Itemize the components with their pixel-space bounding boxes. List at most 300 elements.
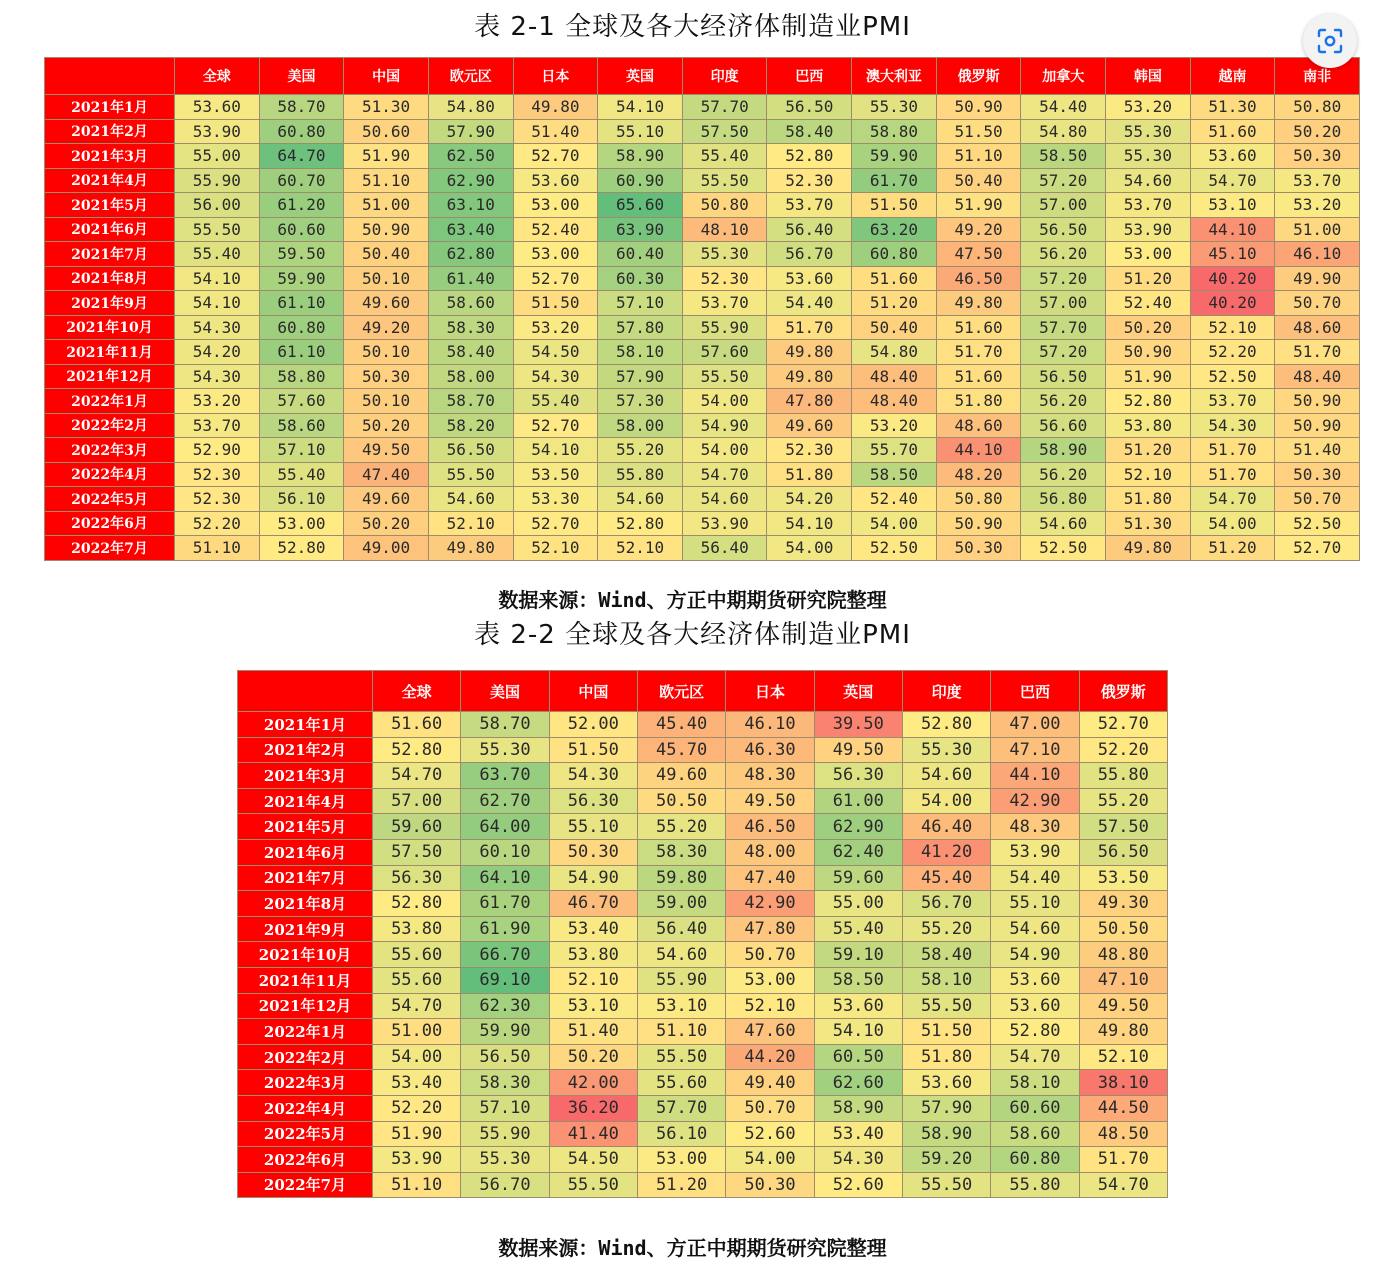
row-label: 2021年11月 [45, 340, 175, 365]
pmi-value-cell: 53.60 [991, 967, 1079, 993]
row-label: 2021年4月 [238, 788, 373, 814]
pmi-value-cell: 49.60 [767, 413, 852, 438]
pmi-value-cell: 57.90 [428, 119, 513, 144]
table-row [45, 438, 1360, 463]
pmi-value-cell: 57.00 [373, 788, 461, 814]
pmi-value-cell: 55.90 [461, 1121, 549, 1147]
pmi-value-cell: 58.40 [767, 119, 852, 144]
pmi-value-cell: 51.10 [344, 168, 429, 193]
pmi-value-cell: 55.20 [598, 438, 683, 463]
pmi-value-cell: 52.70 [513, 144, 598, 169]
pmi-value-cell: 50.30 [936, 536, 1021, 561]
pmi-value-cell: 55.80 [598, 462, 683, 487]
pmi-value-cell: 54.10 [513, 438, 598, 463]
pmi-value-cell: 63.90 [598, 217, 683, 242]
row-label: 2021年12月 [45, 364, 175, 389]
pmi-value-cell: 45.40 [637, 712, 725, 738]
pmi-value-cell: 52.10 [598, 536, 683, 561]
pmi-value-cell: 58.40 [428, 340, 513, 365]
pmi-value-cell: 56.80 [1021, 487, 1106, 512]
pmi-value-cell: 53.60 [1190, 144, 1275, 169]
row-label: 2021年9月 [238, 916, 373, 942]
pmi-value-cell: 50.30 [344, 364, 429, 389]
pmi-value-cell: 52.70 [513, 511, 598, 536]
pmi-value-cell: 51.10 [175, 536, 260, 561]
pmi-value-cell: 60.30 [598, 266, 683, 291]
pmi-value-cell: 55.60 [373, 967, 461, 993]
pmi-value-cell: 54.20 [175, 340, 260, 365]
pmi-value-cell: 55.30 [461, 737, 549, 763]
pmi-value-cell: 54.70 [1079, 1172, 1167, 1198]
pmi-value-cell: 53.60 [175, 95, 260, 120]
pmi-value-cell: 51.60 [852, 266, 937, 291]
pmi-value-cell: 58.80 [852, 119, 937, 144]
row-label: 2021年1月 [238, 712, 373, 738]
pmi-value-cell: 53.00 [259, 511, 344, 536]
pmi-value-cell: 56.40 [682, 536, 767, 561]
pmi-value-cell: 53.20 [1275, 193, 1360, 218]
pmi-value-cell: 55.50 [428, 462, 513, 487]
pmi-value-cell: 51.20 [1106, 266, 1191, 291]
pmi-value-cell: 51.20 [852, 291, 937, 316]
pmi-value-cell: 54.60 [991, 916, 1079, 942]
pmi-value-cell: 53.90 [373, 1147, 461, 1173]
table-row [238, 763, 1168, 789]
pmi-value-cell: 55.40 [175, 242, 260, 267]
table-row [45, 291, 1360, 316]
pmi-value-cell: 53.60 [991, 993, 1079, 1019]
pmi-value-cell: 49.80 [767, 364, 852, 389]
pmi-value-cell: 49.50 [344, 438, 429, 463]
pmi-value-cell: 45.40 [902, 865, 990, 891]
pmi-value-cell: 51.50 [902, 1019, 990, 1045]
pmi-value-cell: 50.50 [637, 788, 725, 814]
pmi-value-cell: 52.30 [767, 168, 852, 193]
pmi-value-cell: 51.40 [1275, 438, 1360, 463]
pmi-value-cell: 54.00 [767, 536, 852, 561]
pmi-value-cell: 47.40 [726, 865, 814, 891]
pmi-value-cell: 58.70 [461, 712, 549, 738]
pmi-value-cell: 51.50 [513, 291, 598, 316]
row-label: 2021年2月 [238, 737, 373, 763]
table2-source-note: 数据来源：Wind、方正中期期货研究院整理 [498, 1236, 887, 1260]
pmi-value-cell: 57.90 [598, 364, 683, 389]
pmi-value-cell: 52.80 [902, 712, 990, 738]
pmi-value-cell: 63.70 [461, 763, 549, 789]
pmi-value-cell: 51.70 [936, 340, 1021, 365]
column-header: 美国 [259, 58, 344, 95]
pmi-value-cell: 56.20 [1021, 462, 1106, 487]
pmi-value-cell: 48.20 [936, 462, 1021, 487]
pmi-value-cell: 58.10 [598, 340, 683, 365]
pmi-value-cell: 51.60 [936, 364, 1021, 389]
pmi-value-cell: 48.40 [852, 389, 937, 414]
row-label: 2022年5月 [45, 487, 175, 512]
pmi-value-cell: 57.30 [598, 389, 683, 414]
row-label: 2022年3月 [45, 438, 175, 463]
pmi-value-cell: 56.20 [1021, 242, 1106, 267]
pmi-value-cell: 50.30 [1275, 462, 1360, 487]
pmi-value-cell: 55.60 [637, 1070, 725, 1096]
column-header: 俄罗斯 [936, 58, 1021, 95]
pmi-value-cell: 52.50 [1190, 364, 1275, 389]
pmi-value-cell: 46.10 [1275, 242, 1360, 267]
pmi-value-cell: 47.60 [726, 1019, 814, 1045]
pmi-value-cell: 42.90 [726, 891, 814, 917]
pmi-value-cell: 60.80 [852, 242, 937, 267]
table-row [45, 119, 1360, 144]
row-label: 2021年2月 [45, 119, 175, 144]
header-row [45, 58, 1360, 95]
pmi-value-cell: 53.80 [1106, 413, 1191, 438]
column-header: 日本 [726, 671, 814, 712]
pmi-value-cell: 50.80 [936, 487, 1021, 512]
pmi-value-cell: 56.50 [1021, 217, 1106, 242]
pmi-value-cell: 54.80 [1021, 119, 1106, 144]
pmi-value-cell: 51.90 [373, 1121, 461, 1147]
pmi-value-cell: 51.90 [1106, 364, 1191, 389]
table-row [238, 865, 1168, 891]
pmi-value-cell: 51.80 [902, 1044, 990, 1070]
pmi-value-cell: 53.20 [513, 315, 598, 340]
pmi-value-cell: 60.80 [259, 119, 344, 144]
pmi-value-cell: 53.10 [549, 993, 637, 1019]
pmi-value-cell: 50.70 [1275, 487, 1360, 512]
pmi-value-cell: 57.20 [1021, 266, 1106, 291]
pmi-value-cell: 40.20 [1190, 266, 1275, 291]
table2-header [238, 671, 1168, 712]
pmi-value-cell: 51.10 [637, 1019, 725, 1045]
pmi-value-cell: 52.80 [373, 737, 461, 763]
pmi-value-cell: 55.50 [175, 217, 260, 242]
pmi-value-cell: 54.00 [373, 1044, 461, 1070]
pmi-value-cell: 50.40 [852, 315, 937, 340]
pmi-value-cell: 55.10 [991, 891, 1079, 917]
pmi-value-cell: 52.30 [682, 266, 767, 291]
column-header: 美国 [461, 671, 549, 712]
pmi-value-cell: 49.00 [344, 536, 429, 561]
table1-body [45, 95, 1360, 561]
pmi-value-cell: 62.90 [428, 168, 513, 193]
pmi-value-cell: 53.40 [549, 916, 637, 942]
pmi-value-cell: 62.60 [814, 1070, 902, 1096]
pmi-value-cell: 55.50 [902, 1172, 990, 1198]
pmi-value-cell: 52.70 [1079, 712, 1167, 738]
pmi-value-cell: 59.90 [259, 266, 344, 291]
pmi-value-cell: 54.30 [513, 364, 598, 389]
pmi-value-cell: 52.80 [373, 891, 461, 917]
row-label: 2021年5月 [238, 814, 373, 840]
pmi-value-cell: 57.50 [1079, 814, 1167, 840]
pmi-value-cell: 53.20 [1106, 95, 1191, 120]
pmi-value-cell: 54.10 [814, 1019, 902, 1045]
row-label: 2021年10月 [238, 942, 373, 968]
table-row [45, 364, 1360, 389]
row-label: 2022年7月 [45, 536, 175, 561]
pmi-value-cell: 54.60 [428, 487, 513, 512]
lens-scan-button[interactable] [1303, 14, 1357, 68]
pmi-value-cell: 51.90 [344, 144, 429, 169]
pmi-value-cell: 56.00 [175, 193, 260, 218]
pmi-value-cell: 53.10 [637, 993, 725, 1019]
table-row [45, 217, 1360, 242]
pmi-value-cell: 44.20 [726, 1044, 814, 1070]
pmi-value-cell: 52.70 [513, 413, 598, 438]
pmi-value-cell: 44.10 [1190, 217, 1275, 242]
pmi-value-cell: 55.40 [513, 389, 598, 414]
pmi-value-cell: 55.10 [598, 119, 683, 144]
pmi-value-cell: 50.10 [344, 340, 429, 365]
pmi-value-cell: 55.60 [373, 942, 461, 968]
pmi-value-cell: 47.40 [344, 462, 429, 487]
row-label: 2022年2月 [45, 413, 175, 438]
pmi-value-cell: 55.80 [991, 1172, 1079, 1198]
pmi-value-cell: 53.50 [1079, 865, 1167, 891]
pmi-value-cell: 53.20 [175, 389, 260, 414]
column-header: 欧元区 [428, 58, 513, 95]
table-row [238, 1172, 1168, 1198]
pmi-value-cell: 52.80 [767, 144, 852, 169]
pmi-value-cell: 54.30 [814, 1147, 902, 1173]
column-header: 欧元区 [637, 671, 725, 712]
pmi-value-cell: 60.70 [259, 168, 344, 193]
pmi-value-cell: 58.90 [902, 1121, 990, 1147]
column-header: 中国 [344, 58, 429, 95]
pmi-value-cell: 57.80 [598, 315, 683, 340]
pmi-value-cell: 47.50 [936, 242, 1021, 267]
pmi-value-cell: 57.50 [682, 119, 767, 144]
pmi-value-cell: 55.90 [175, 168, 260, 193]
column-header: 全球 [373, 671, 461, 712]
pmi-value-cell: 51.60 [373, 712, 461, 738]
pmi-value-cell: 55.30 [1106, 144, 1191, 169]
pmi-value-cell: 48.40 [852, 364, 937, 389]
row-label: 2022年6月 [238, 1147, 373, 1173]
pmi-value-cell: 59.00 [637, 891, 725, 917]
row-label: 2021年3月 [45, 144, 175, 169]
table-row [238, 814, 1168, 840]
pmi-value-cell: 57.70 [637, 1095, 725, 1121]
pmi-value-cell: 52.10 [428, 511, 513, 536]
pmi-value-cell: 58.00 [598, 413, 683, 438]
pmi-value-cell: 52.10 [1106, 462, 1191, 487]
pmi-value-cell: 60.80 [259, 315, 344, 340]
pmi-value-cell: 56.50 [1021, 364, 1106, 389]
pmi-value-cell: 61.20 [259, 193, 344, 218]
pmi-value-cell: 53.00 [513, 193, 598, 218]
pmi-value-cell: 49.80 [1106, 536, 1191, 561]
pmi-value-cell: 50.70 [726, 942, 814, 968]
pmi-value-cell: 51.50 [936, 119, 1021, 144]
pmi-value-cell: 62.90 [814, 814, 902, 840]
pmi-value-cell: 53.90 [175, 119, 260, 144]
pmi-value-cell: 58.60 [259, 413, 344, 438]
pmi-value-cell: 54.10 [175, 266, 260, 291]
pmi-value-cell: 60.80 [991, 1147, 1079, 1173]
pmi-value-cell: 52.20 [1079, 737, 1167, 763]
pmi-value-cell: 50.20 [549, 1044, 637, 1070]
pmi-value-cell: 52.20 [175, 511, 260, 536]
pmi-value-cell: 52.50 [1275, 511, 1360, 536]
pmi-value-cell: 49.50 [1079, 993, 1167, 1019]
pmi-value-cell: 51.00 [344, 193, 429, 218]
pmi-value-cell: 59.60 [814, 865, 902, 891]
pmi-value-cell: 55.40 [814, 916, 902, 942]
pmi-value-cell: 53.00 [637, 1147, 725, 1173]
pmi-value-cell: 52.10 [549, 967, 637, 993]
pmi-value-cell: 59.90 [461, 1019, 549, 1045]
pmi-value-cell: 54.80 [428, 95, 513, 120]
table-row [45, 144, 1360, 169]
pmi-value-cell: 52.60 [726, 1121, 814, 1147]
pmi-value-cell: 52.80 [991, 1019, 1079, 1045]
pmi-value-cell: 52.20 [373, 1095, 461, 1121]
row-label: 2022年3月 [238, 1070, 373, 1096]
pmi-table-2 [237, 670, 1168, 1198]
row-label: 2022年1月 [45, 389, 175, 414]
table-row [45, 462, 1360, 487]
pmi-value-cell: 51.60 [936, 315, 1021, 340]
pmi-value-cell: 53.70 [1106, 193, 1191, 218]
pmi-value-cell: 54.00 [682, 389, 767, 414]
table-row [45, 511, 1360, 536]
table-row [45, 266, 1360, 291]
header-row [238, 671, 1168, 712]
pmi-value-cell: 55.30 [682, 242, 767, 267]
pmi-value-cell: 51.30 [1106, 511, 1191, 536]
pmi-value-cell: 61.70 [461, 891, 549, 917]
pmi-value-cell: 48.00 [726, 839, 814, 865]
pmi-value-cell: 56.70 [461, 1172, 549, 1198]
pmi-value-cell: 55.40 [259, 462, 344, 487]
pmi-value-cell: 50.30 [1275, 144, 1360, 169]
pmi-value-cell: 56.40 [637, 916, 725, 942]
pmi-value-cell: 58.90 [598, 144, 683, 169]
pmi-value-cell: 51.10 [373, 1172, 461, 1198]
table-row [45, 340, 1360, 365]
pmi-value-cell: 46.50 [726, 814, 814, 840]
pmi-value-cell: 58.40 [902, 942, 990, 968]
pmi-value-cell: 58.60 [428, 291, 513, 316]
pmi-value-cell: 57.00 [1021, 291, 1106, 316]
table-row [238, 1070, 1168, 1096]
pmi-value-cell: 59.80 [637, 865, 725, 891]
column-header: 全球 [175, 58, 260, 95]
pmi-value-cell: 59.20 [902, 1147, 990, 1173]
pmi-value-cell: 60.40 [598, 242, 683, 267]
pmi-value-cell: 44.10 [991, 763, 1079, 789]
column-header: 中国 [549, 671, 637, 712]
pmi-value-cell: 56.20 [1021, 389, 1106, 414]
pmi-value-cell: 52.80 [259, 536, 344, 561]
pmi-value-cell: 63.10 [428, 193, 513, 218]
pmi-value-cell: 56.70 [902, 891, 990, 917]
pmi-value-cell: 53.90 [1106, 217, 1191, 242]
pmi-value-cell: 54.10 [175, 291, 260, 316]
pmi-value-cell: 63.40 [428, 217, 513, 242]
table-row [238, 839, 1168, 865]
pmi-value-cell: 51.20 [1190, 536, 1275, 561]
pmi-value-cell: 38.10 [1079, 1070, 1167, 1096]
pmi-value-cell: 50.20 [1275, 119, 1360, 144]
pmi-value-cell: 63.20 [852, 217, 937, 242]
pmi-value-cell: 52.80 [1106, 389, 1191, 414]
pmi-value-cell: 52.30 [767, 438, 852, 463]
pmi-value-cell: 55.50 [682, 364, 767, 389]
column-header: 巴西 [991, 671, 1079, 712]
pmi-value-cell: 51.20 [1106, 438, 1191, 463]
pmi-value-cell: 57.70 [1021, 315, 1106, 340]
pmi-value-cell: 36.20 [549, 1095, 637, 1121]
pmi-value-cell: 58.90 [1021, 438, 1106, 463]
pmi-value-cell: 61.40 [428, 266, 513, 291]
pmi-value-cell: 54.70 [991, 1044, 1079, 1070]
pmi-value-cell: 56.10 [259, 487, 344, 512]
pmi-value-cell: 60.90 [598, 168, 683, 193]
pmi-value-cell: 50.90 [1275, 413, 1360, 438]
pmi-value-cell: 54.50 [513, 340, 598, 365]
pmi-value-cell: 54.60 [682, 487, 767, 512]
pmi-value-cell: 54.50 [549, 1147, 637, 1173]
corner-cell [238, 671, 373, 712]
pmi-value-cell: 58.90 [814, 1095, 902, 1121]
pmi-value-cell: 54.70 [1190, 168, 1275, 193]
pmi-value-cell: 40.20 [1190, 291, 1275, 316]
pmi-value-cell: 57.10 [598, 291, 683, 316]
pmi-value-cell: 56.40 [767, 217, 852, 242]
pmi-value-cell: 64.10 [461, 865, 549, 891]
pmi-value-cell: 59.10 [814, 942, 902, 968]
row-label: 2022年6月 [45, 511, 175, 536]
pmi-value-cell: 41.40 [549, 1121, 637, 1147]
pmi-value-cell: 51.50 [852, 193, 937, 218]
pmi-value-cell: 51.90 [936, 193, 1021, 218]
table-row [45, 487, 1360, 512]
pmi-value-cell: 56.10 [637, 1121, 725, 1147]
table-row [45, 168, 1360, 193]
pmi-value-cell: 42.00 [549, 1070, 637, 1096]
column-header: 加拿大 [1021, 58, 1106, 95]
pmi-value-cell: 54.00 [726, 1147, 814, 1173]
pmi-value-cell: 51.20 [637, 1172, 725, 1198]
pmi-value-cell: 50.90 [1275, 389, 1360, 414]
pmi-value-cell: 55.00 [814, 891, 902, 917]
table-row [238, 916, 1168, 942]
pmi-value-cell: 54.40 [1021, 95, 1106, 120]
pmi-value-cell: 47.10 [1079, 967, 1167, 993]
pmi-value-cell: 50.20 [344, 511, 429, 536]
pmi-value-cell: 58.30 [461, 1070, 549, 1096]
row-label: 2021年4月 [45, 168, 175, 193]
pmi-value-cell: 49.80 [428, 536, 513, 561]
pmi-value-cell: 51.70 [1190, 438, 1275, 463]
pmi-value-cell: 53.20 [852, 413, 937, 438]
row-label: 2021年8月 [45, 266, 175, 291]
pmi-value-cell: 46.30 [726, 737, 814, 763]
pmi-value-cell: 50.90 [344, 217, 429, 242]
pmi-value-cell: 58.10 [991, 1070, 1079, 1096]
pmi-value-cell: 52.20 [1190, 340, 1275, 365]
pmi-value-cell: 50.70 [1275, 291, 1360, 316]
row-label: 2022年7月 [238, 1172, 373, 1198]
pmi-value-cell: 53.80 [373, 916, 461, 942]
pmi-value-cell: 55.30 [902, 737, 990, 763]
pmi-value-cell: 55.50 [682, 168, 767, 193]
pmi-value-cell: 48.50 [1079, 1121, 1167, 1147]
pmi-value-cell: 64.00 [461, 814, 549, 840]
pmi-value-cell: 53.70 [175, 413, 260, 438]
pmi-value-cell: 52.10 [726, 993, 814, 1019]
